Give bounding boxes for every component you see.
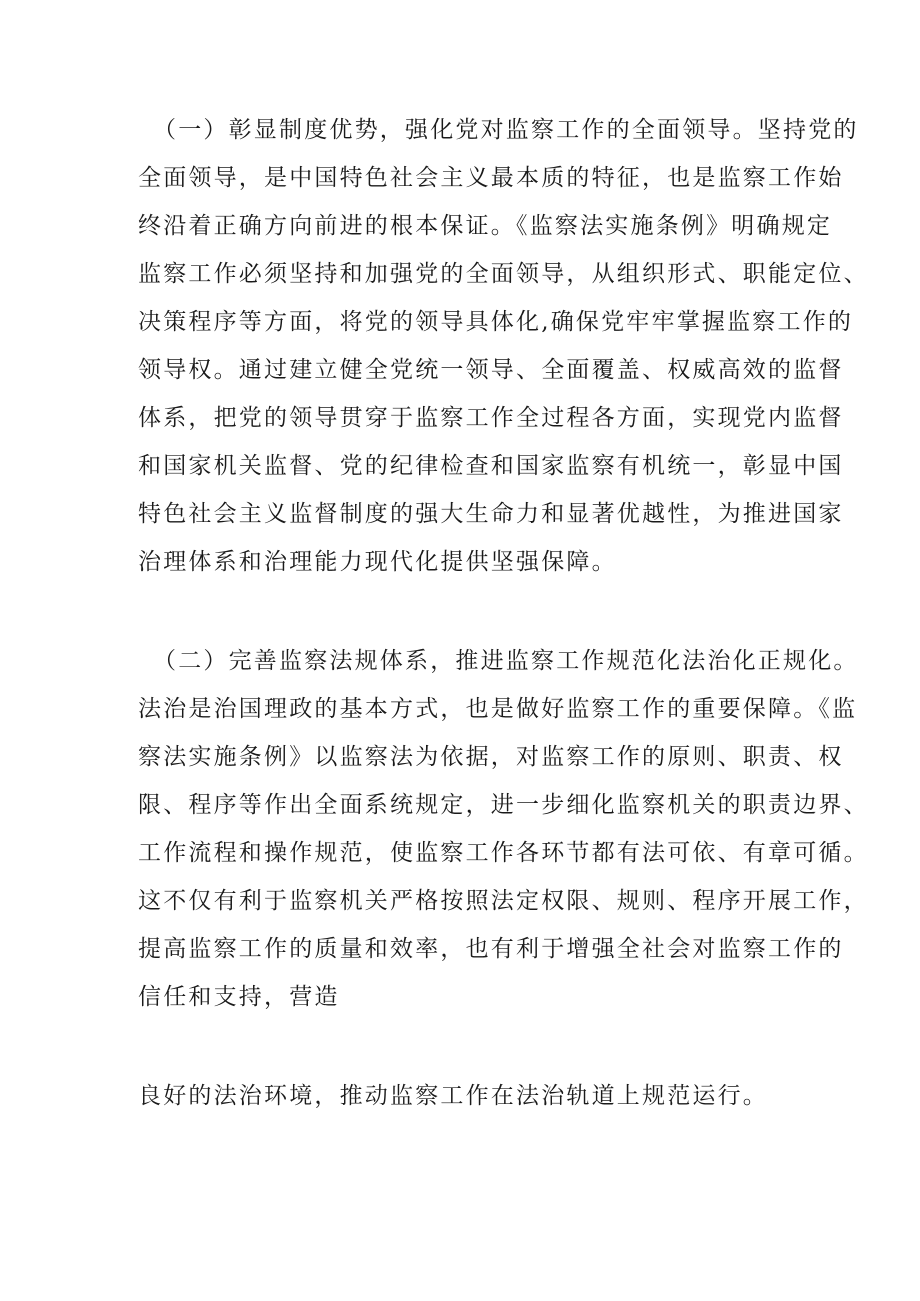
paragraph-line: 治理体系和治理能力现代化提供坚强保障。 [138,549,617,575]
paragraph-line: 终沿着正确方向前进的根本保证。《监察法实施条例》明确规定 [138,213,833,239]
paragraph-line: 察法实施条例》以监察法为依据，对监察工作的原则、职责、权 [138,744,844,770]
paragraph-line: 全面领导，是中国特色社会主义最本质的特征，也是监察工作始 [138,165,844,191]
paragraph-line: 限、程序等作出全面系统规定，进一步细化监察机关的职责边界、 [138,792,869,818]
paragraph-line: （一）彰显制度优势，强化党对监察工作的全面领导。坚持党的 [153,117,859,143]
paragraph-line: 提高监察工作的质量和效率，也有利于增强全社会对监察工作的 [138,936,844,962]
paragraph-line: 和国家机关监督、党的纪律检查和国家监察有机统一，彰显中国 [138,453,844,479]
paragraph-line: 特色社会主义监督制度的强大生命力和显著优越性，为推进国家 [138,501,844,527]
paragraph-line: 决策程序等方面，将党的领导具体化,确保党牢牢掌握监察工作的 [138,309,854,335]
paragraph-line: 信任和支持，营造 [138,984,340,1010]
paragraph-line: 领导权。通过建立健全党统一领导、全面覆盖、权威高效的监督 [138,357,844,383]
paragraph-line: 法治是治国理政的基本方式，也是做好监察工作的重要保障。《监 [138,696,858,722]
paragraph-line: （二）完善监察法规体系，推进监察工作规范化法治化正规化。 [153,648,859,674]
paragraph-line: 良好的法治环境，推动监察工作在法治轨道上规范运行。 [138,1083,768,1109]
paragraph-line: 这不仅有利于监察机关严格按照法定权限、规则、程序开展工作， [138,888,869,914]
paragraph-line: 监察工作必须坚持和加强党的全面领导，从组织形式、职能定位、 [138,261,869,287]
paragraph-line: 体系，把党的领导贯穿于监察工作全过程各方面，实现党内监督 [138,405,844,431]
paragraph-line: 工作流程和操作规范，使监察工作各环节都有法可依、有章可循。 [138,840,869,866]
